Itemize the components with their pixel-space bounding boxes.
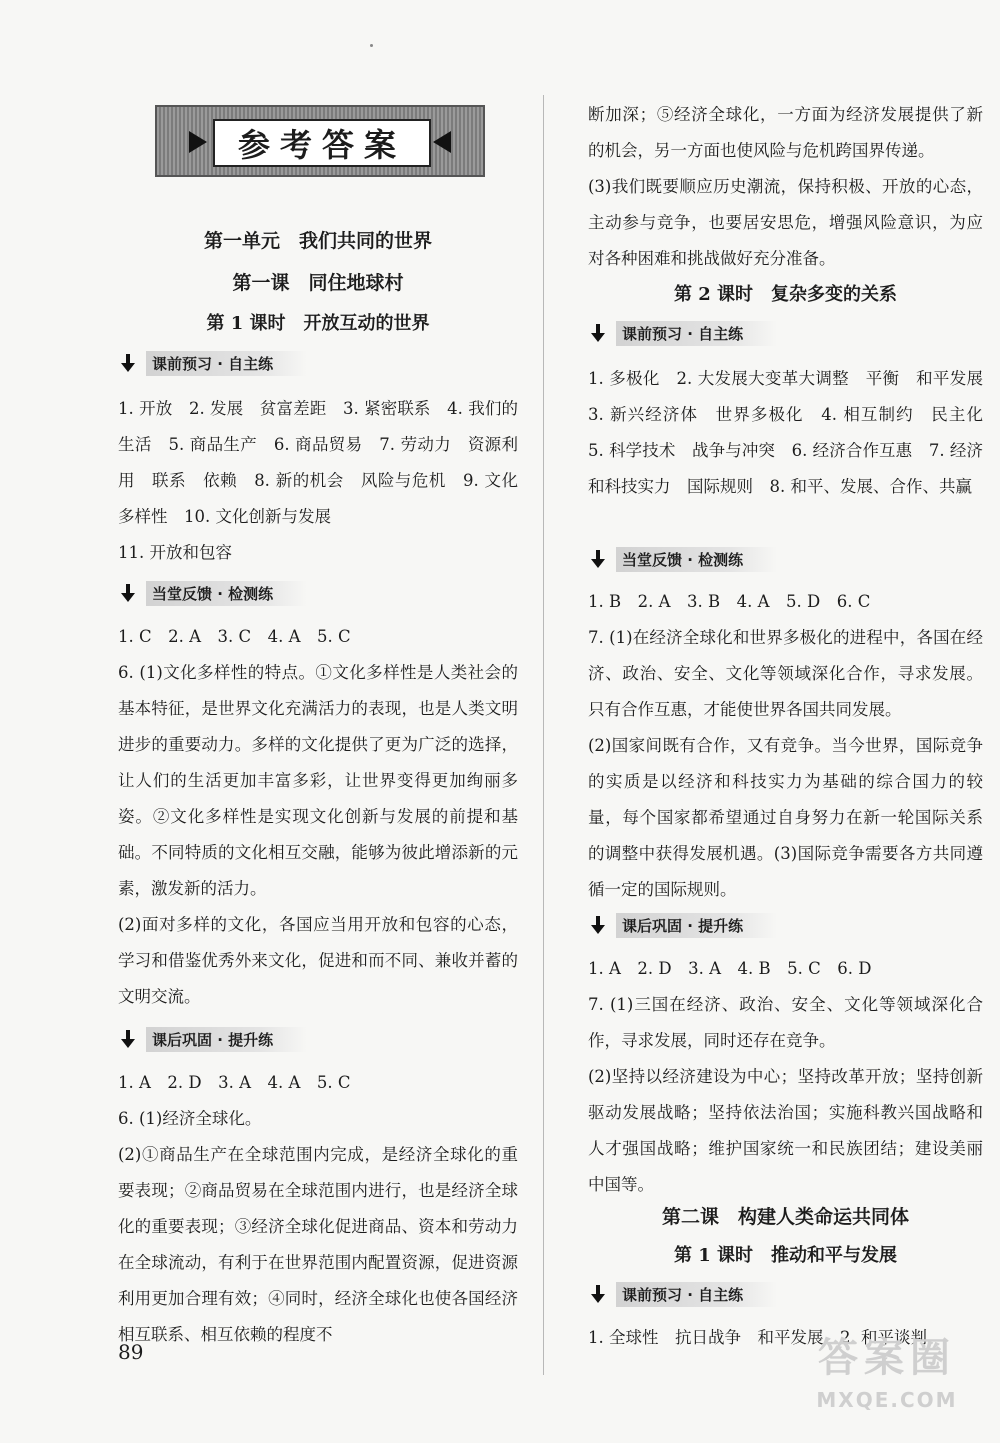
answer-text: 1. 开放 2. 发展 贫富差距 3. 紧密联系 4. 我们的生活 5. 商品生产 6. 商品贸易 7. 劳动力 资源利用 联系 依赖 8. 新的机会 风险与危机 9. 文化多样性 10. 文化创新与发展 xyxy=(118,399,518,526)
section-label: 课后巩固 · 提升练 xyxy=(616,913,777,938)
section-header-preview xyxy=(118,348,307,378)
answer-line: 1. A 2. D 3. A 4. B 5. C 6. D xyxy=(588,959,872,978)
column-divider xyxy=(543,95,544,1375)
down-arrow-icon xyxy=(588,916,608,934)
answer-paragraph: 断加深；⑤经济全球化，一方面为经济发展提供了新的机会，另一方面也使风险与危机跨国界传递。 xyxy=(588,105,983,160)
answer-line: 1. 全球性 抗日战争 和平发展 2. 和平谈判 xyxy=(588,1328,927,1347)
answer-paragraph: 6. (1)文化多样性的特点。①文化多样性是人类社会的基本特征，是世界文化充满活力的表现，也是人类文明进步的重要动力。多样的文化提供了更为广泛的选择，让人们的生活更加丰富多彩，让世界变得更加绚丽多姿。②文化多样性是实现文化创新与发展的前提和基础。不同特质的文化相互交融，能够为彼此增添新的元素，激发新的活力。 xyxy=(118,663,518,898)
period-title: 第 2 课时 复杂多变的关系 xyxy=(673,284,898,305)
lesson-title: 第二课 构建人类命运共同体 xyxy=(661,1206,909,1228)
period-title: 第 1 课时 开放互动的世界 xyxy=(206,313,430,334)
section-label: 课前预习 · 自主练 xyxy=(146,351,307,376)
section-label: 课前预习 · 自主练 xyxy=(616,1282,777,1307)
watermark-url: MXQE.COM xyxy=(816,1388,958,1412)
section-label: 当堂反馈 · 检测练 xyxy=(616,547,777,572)
banner-title: 参考答案 xyxy=(213,119,431,167)
answer-line: 11. 开放和包容 xyxy=(118,543,232,562)
triangle-right-icon xyxy=(189,131,207,153)
answer-paragraph: (2)坚持以经济建设为中心；坚持改革开放；坚持创新驱动发展战略；坚持依法治国；实施科教兴国战略和人才强国战略；维护国家统一和民族团结；建设美丽中国等。 xyxy=(588,1067,983,1194)
section-label: 课前预习 · 自主练 xyxy=(616,321,777,346)
down-arrow-icon xyxy=(118,584,138,602)
scan-speck xyxy=(370,44,373,47)
section-header-feedback xyxy=(118,578,307,608)
answer-paragraph: (2)国家间既有合作，又有竞争。当今世界，国际竞争的实质是以经济和科技实力为基础的综合国力的较量，每个国家都希望通过自身努力在新一轮国际关系的调整中获得发展机遇。(3)国际竞争需要各方共同遵循一定的国际规则。 xyxy=(588,736,983,899)
down-arrow-icon xyxy=(118,1030,138,1048)
lesson-title: 第一课 同住地球村 xyxy=(232,272,404,294)
period-title: 第 1 课时 推动和平与发展 xyxy=(673,1245,898,1266)
answer-paragraph: 7. (1)三国在经济、政治、安全、文化等领域深化合作，寻求发展，同时还存在竞争。 xyxy=(588,995,983,1050)
triangle-left-icon xyxy=(433,131,451,153)
section-header-preview xyxy=(588,318,777,348)
answer-paragraph: 7. (1)在经济全球化和世界多极化的进程中，各国在经济、政治、安全、文化等领域深化合作，寻求发展。只有合作互惠，才能使世界各国共同发展。 xyxy=(588,628,983,719)
down-arrow-icon xyxy=(588,550,608,568)
page-number: 89 xyxy=(118,1340,144,1364)
down-arrow-icon xyxy=(118,354,138,372)
down-arrow-icon xyxy=(588,1285,608,1303)
answer-text: 1. 多极化 2. 大发展大变革大调整 平衡 和平发展 3. 新兴经济体 世界多极化 4. 相互制约 民主化 5. 科学技术 战争与冲突 6. 经济合作互惠 7. 经济和科技实力 国际规则 8. 和平、发展、合作、共赢 xyxy=(588,369,1000,496)
section-header-preview xyxy=(588,1279,777,1309)
answer-paragraph: (2)面对多样的文化，各国应当用开放和包容的心态，学习和借鉴优秀外来文化，促进和而不同、兼收并蓄的文明交流。 xyxy=(118,915,518,1006)
watermark-logo-text: 答案圈 xyxy=(818,1335,956,1381)
answer-banner xyxy=(155,105,485,177)
answer-line: 1. A 2. D 3. A 4. A 5. C xyxy=(118,1073,351,1092)
answer-line: 6. (1)经济全球化。 xyxy=(118,1109,262,1128)
answer-paragraph: (2)①商品生产在全球范围内完成，是经济全球化的重要表现；②商品贸易在全球范围内进行，也是经济全球化的重要表现；③经济全球化促进商品、资本和劳动力在全球流动，有利于在世界范围内配置资源，促进资源利用更加合理有效；④同时，经济全球化也使各国经济相互联系、相互依赖的程度不 xyxy=(118,1145,518,1344)
section-header-feedback xyxy=(588,544,777,574)
unit-title: 第一单元 我们共同的世界 xyxy=(203,230,432,252)
down-arrow-icon xyxy=(588,324,608,342)
site-watermark xyxy=(792,1328,982,1428)
section-label: 课后巩固 · 提升练 xyxy=(146,1027,307,1052)
section-header-consolidation xyxy=(118,1024,307,1054)
section-label: 当堂反馈 · 检测练 xyxy=(146,581,307,606)
section-header-consolidation xyxy=(588,910,777,940)
answer-line: 1. B 2. A 3. B 4. A 5. D 6. C xyxy=(588,592,871,611)
answer-line: 1. C 2. A 3. C 4. A 5. C xyxy=(118,627,351,646)
answer-paragraph: (3)我们既要顺应历史潮流，保持积极、开放的心态，主动参与竞争，也要居安思危，增强风险意识，为应对各种困难和挑战做好充分准备。 xyxy=(588,177,983,268)
